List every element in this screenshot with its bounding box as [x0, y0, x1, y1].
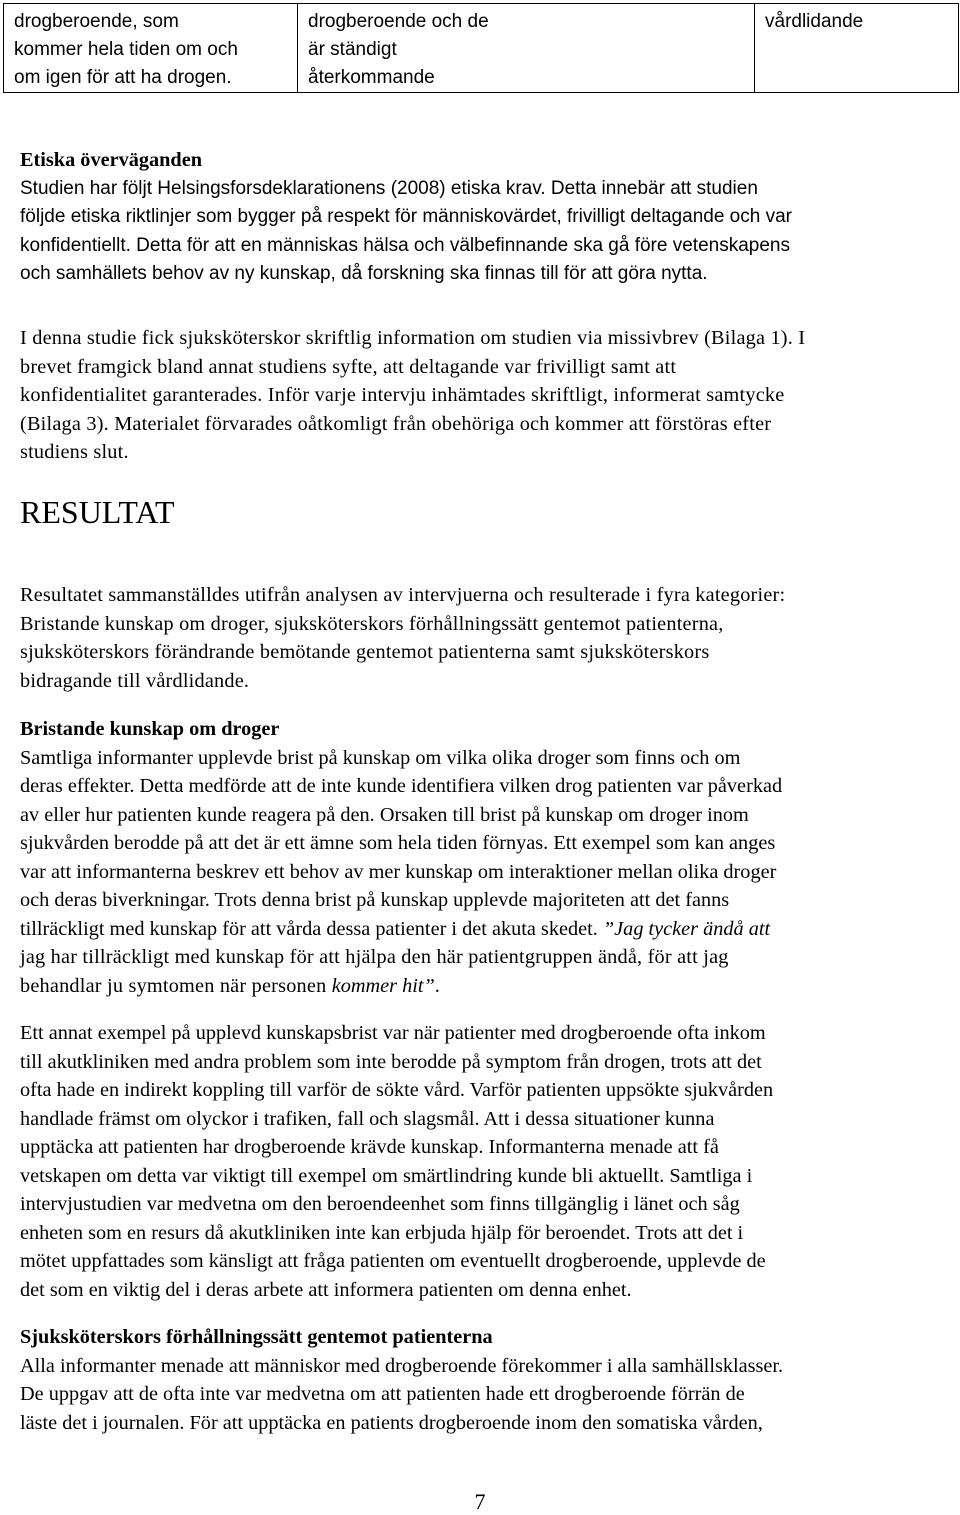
cell-line: återkommande [308, 67, 435, 88]
quote-span: behandlar ju symtomen när personen [20, 974, 332, 997]
ethics-paragraph-1 [20, 175, 955, 289]
ethics-section [20, 146, 955, 289]
cell-line: drogberoende och de [308, 11, 489, 32]
knowledge-paragraph-2 [20, 1019, 955, 1304]
text-line: deras effekter. Detta medförde att de inte kunde identifiera vilken drog patienten var påverkad [20, 775, 783, 797]
page-number: 7 [474, 1489, 486, 1514]
text-line: konfidentiellt. Detta för att en människas hälsa och välbefinnande ska gå före vetenskapens [20, 234, 790, 256]
cell-line: är ständigt [308, 39, 397, 60]
ethics-paragraph-2 [20, 324, 955, 467]
table-cell [298, 4, 755, 93]
text-line: sjukvården berodde på att det är ett ämne som hela tiden förnyas. Ett exempel som kan anges [20, 832, 776, 854]
text-line: (Bilaga 3). Materialet förvarades oåtkomligt från obehöriga och kommer att förstöras efter [20, 412, 772, 435]
text-line: ofta hade en indirekt koppling till varför de sökte vård. Varför patienten uppsökte sjukvården [20, 1079, 774, 1101]
text-line [20, 972, 955, 1001]
text-line: enheten som en resurs då akutkliniken inte kan erbjuda hjälp för beroendet. Trots att det i [20, 1221, 744, 1244]
text-line: studiens slut. [20, 441, 129, 463]
text-line: sjuksköterskors förändrande bemötande gentemot patienterna samt sjuksköterskors [20, 641, 710, 663]
text-line: Resultatet sammanställdes utifrån analysen av intervjuerna och resulterade i fyra kategorier: [20, 584, 786, 606]
text-line: konfidentialitet garanterades. Inför varje intervju inhämtades skriftligt, informerat samtycke [20, 384, 785, 406]
text-line: bidragande till vårdlidande. [20, 669, 250, 692]
text-span: . [434, 974, 440, 997]
table-row [4, 4, 959, 93]
quote-span: kommer hit” [331, 974, 435, 997]
section-heading: Bristande kunskap om droger [20, 718, 280, 740]
text-line: och deras biverkningar. Trots denna brist på kunskap upplevde majoriteten att det fanns [20, 889, 730, 911]
text-line: handlade främst om olyckor i trafiken, fall och slagsmål. Att i dessa situationer kunna [20, 1107, 715, 1130]
text-line: följde etiska riktlinjer som bygger på respekt för människovärdet, frivilligt deltagande och var [20, 206, 792, 227]
text-line: Samtliga informanter upplevde brist på kunskap om vilka olika droger som finns och om [20, 746, 741, 769]
text-line: var att informanterna beskrev ett behov av mer kunskap om interaktioner mellan olika droger [20, 860, 777, 883]
text-line: I denna studie fick sjuksköterskor skriftlig information om studien via missivbrev (Bilaga 1). I [20, 327, 806, 349]
text-line: Bristande kunskap om droger, sjuksköterskors förhållningssätt gentemot patienterna, [20, 612, 724, 635]
text-line: av eller hur patienten kunde reagera på den. Orsaken till brist på kunskap om droger inom [20, 803, 749, 826]
results-intro [20, 581, 955, 695]
text-line: till akutkliniken med andra problem som inte berodde på symptom från drogen, trots att det [20, 1050, 762, 1073]
text-line: Studien har följt Helsingsforsdeklarationens (2008) etiska krav. Detta innebär att studien [20, 177, 758, 199]
table-cell [755, 4, 959, 93]
cell-line: om igen för att ha drogen. [14, 67, 232, 88]
text-line: De uppgav att de ofta inte var medvetna om att patienten hade ett drogberoende förrän de [20, 1383, 745, 1405]
quote-line: jag har tillräckligt med kunskap för att hjälpa den här patientgruppen ändå, för att jag [20, 946, 729, 968]
text-line: och samhällets behov av ny kunskap, då forskning ska finnas till för att göra nytta. [20, 263, 708, 284]
text-line: Ett annat exempel på upplevd kunskapsbrist var när patienter med drogberoende ofta inkom [20, 1022, 766, 1044]
text-line: brevet framgick bland annat studiens syfte, att deltagande var frivilligt samt att [20, 355, 677, 378]
text-line: läste det i journalen. För att upptäcka en patients drogberoende inom den somatiska vården, [20, 1411, 763, 1434]
section-heading: Etiska överväganden [20, 149, 202, 171]
approach-section [20, 1323, 955, 1437]
table-cell [4, 4, 298, 93]
quote-span: ”Jag tycker ändå att [602, 917, 771, 940]
text-line: Alla informanter menade att människor med drogberoende förekommer i alla samhällsklasser. [20, 1354, 784, 1377]
section-heading: Sjuksköterskors förhållningssätt gentemot patienterna [20, 1326, 493, 1348]
cell-line: kommer hela tiden om och [14, 39, 238, 60]
continued-table [3, 3, 959, 93]
knowledge-section [20, 715, 955, 1000]
chapter-heading: RESULTAT [20, 494, 175, 530]
cell-line: drogberoende, som [14, 11, 179, 32]
text-line: intervjustudien var medvetna om den beroendeenhet som finns tillgänglig i länet och såg [20, 1193, 740, 1215]
text-span: tillräckligt med kunskap för att vårda dessa patienter i det akuta skedet. [20, 917, 603, 940]
text-line: upptäcka att patienten har drogberoende krävde kunskap. Informanterna menade att få [20, 1136, 719, 1158]
text-line: vetskapen om detta var viktigt till exempel om smärtlindring kunde bli aktuellt. Samtliga i [20, 1164, 753, 1187]
text-line [20, 915, 955, 944]
text-line: det som en viktig del i deras arbete att informera patienten om denna enhet. [20, 1278, 632, 1301]
cell-line: vårdlidande [765, 11, 864, 32]
text-line: mötet uppfattades som känsligt att fråga patienten om eventuellt drogberoende, upplevde de [20, 1250, 766, 1272]
